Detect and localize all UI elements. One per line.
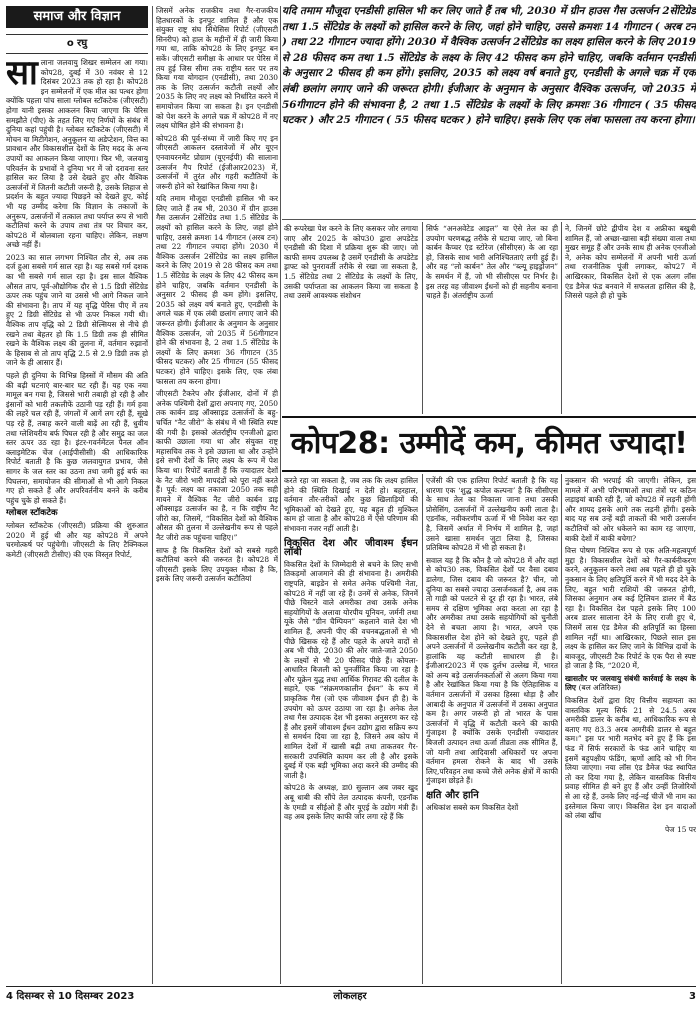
pull-quote bbox=[282, 4, 696, 216]
paragraph: नुकसान की भरपाई की जाएगी। लेकिन, इस मामले में अभी परिभाषाओं तथा तंत्रों पर कठिन लड़ाइयां बाकी रही हैं, जो कोप28 में लड़नी होंगी और शायद इसके आगे तक लड़नी होंगी। इसके बाद यह सब उन्हें बड़ी ताकतों की भारी उत्सर्जन कटौतियों को ओर धकेलने का काम रह जाएगा, बाकी देशों में बाकी बचेगा? bbox=[565, 476, 696, 543]
column-divider bbox=[422, 474, 423, 984]
lead-paragraph: सालाना जलवायु शिखर सम्मेलन आ गया। कोप28, दुबई में 30 नवंबर से 12 दिसंबर 2023 तक हो रहा है। कोप28 इन सम्मेलनों में एक मील का पत्थर होगा क्योंकि पहला पांच साला ग्लोबल स्टॉकटेक (जीएसटी) होगा यानी इसका आकलन किया जाएगा कि पेरिस समझौते (पीए) के तहत लिए गए निर्णयों के संबंध में दुनिया कहां पहुंची है। ग्लोबल स्टॉकटेक (जीएसटी) में मोचन या मिटीगेशन, अनुकूलन या अडेप्टेशन, वित्त का प्रावधान और विकासशील देशों के लिए मदद के अन्य उपायों का आकलन किया जाएगा। फिर भी, जलवायु परिवर्तन के प्रभावों ने दुनिया भर में जो दरावना स्तर हासिल कर लिया है उसे देखते हुए और वैश्विक उत्सर्जनों में जितनी कटौती जरूरी है, उसके लिहाज से प्रदर्शन के बहुत ज्यादा पिछड़ने को देखते हुए, कोई भी यह उम्मीद करेगा कि विज्ञान के तकाजों के अनुरूप, उत्सर्जनों में तत्काल तथा पर्याप्त रूप से भारी कटौतियां करने के उपाय तथा तंत्र पर विचार कर, कोप28 में बोलबाला रहना चाहिए। लेकिन, लक्षण अच्छे नहीं हैं। bbox=[6, 58, 148, 250]
column-4-top bbox=[426, 224, 558, 414]
paragraph: पहले ही दुनिया के विभिन्न हिस्सों में मौसम की अति की बढ़ी घटनाएं बार-बार घट रही हैं। यह एक नया मामूल बन गया है, जिससे भारी तबाही हो रही है और इंसानों को भारी तकलीफें उठानी पड़ रही हैं। गर्म हवा की लहरें चल रही हैं, जंगलों में आगें लग रही हैं, सूखे पड़ रहे हैं, तबाह करने वाली बाढ़ें आ रही हैं, धुवीय तथा ग्लेशियरीय बर्फ पिघल रही है और समुद्र का जल स्तर ऊपर उठ रहा है। इंटर-गवर्नमेंटल पैनल ऑन क्लाइमेटिक चेंज (आईपीसीसी) की आधिकारिक रिपोर्ट बताती है कि कुछ जलवायुगत प्रभाव, जैसे सागर के जल स्तर का उठना तथा जमी हुई बर्फ का पिघलना, समायोजन की सीमाओं से भी आगे निकल गए हो सकते हैं और अपरिवर्तनीय बनने के करीब पहुंच चुके हो सकते हैं। bbox=[6, 371, 148, 505]
footer-rule bbox=[6, 986, 696, 987]
paragraph: यदि तमाम मौजूदा एनडीसी हासिल भी कर लिए जाते हैं तब भी, 2030 में ग्रीन हाउस गैस उत्सर्जन 2सेंटिग्रेड तथा 1.5 सेंटिग्रेड के लक्ष्यों को हासिल करने के लिए, जहां होने चाहिए, उससे क्रमशः 14 गीगाटन (अरब टन) तथा 22 गीगाटन ज्यादा होंगे। 2030 में वैश्विक उत्सर्जन 2सेंटिग्रेड का लक्ष्य हासिल करने के लिए 2019 से 28 फीसद कम तथा 1.5 सेंटिग्रेड के लक्ष्य के लिए 42 फीसद कम होने चाहिए, जबकि वर्तमान एनडीसी के अनुसार 2 फीसद ही कम होंगे। इसलिए, 2035 को लक्ष्य वर्ष बनाते हुए, एनडीसी के अगले चक्र में एक लंबी छलांग लगाए जाने की जरूरत होगी। ईजीआर के अनुमान के अनुसार वैश्विक उत्सर्जन, जो 2035 में 56गीगाटन होने की संभावना है, 2 तथा 1.5 सेंटिग्रेड के लक्ष्यों के लिए क्रमशः 36 गीगाटन (35 फीसद घटकर) और 25 गीगाटन (55 फीसद घटकर) होने चाहिए। इसके लिए, एक लंबा फासला तय करना होगा। bbox=[156, 194, 278, 386]
paragraph: जीएसटी टैकरेप और ईजीआर, दोनों में ही अनेक पश्चिमी देशों द्वारा अपनाए गए, 2050 तक कार्बन डाइ ऑक्साइड उत्सर्जनों के बहु-चर्चित “नैट जीरो” के संबंध में भी स्थिति स्पष्ट की गयी है। इसको अंतर्राष्ट्रीय एनजीओ द्वारा काफी उछाला गया था और संयुक्त राष्ट्र महासचिव तक ने इसे उछाला था और उन्होंने इसे सभी देशों के लिए लक्ष्य के रूप में पेश किया था। रिपोर्टें बताती हैं कि ज्यादातर देशों के नैट जीरो भारी मापदंडों को पूरा नहीं करते हैं। पूर्व: लक्ष्य का तकाजा 2050 तक सही मायने में वैश्विक नैट जीरो कार्बन डाइ ऑक्साइड उत्सर्जन का है, न कि राष्ट्रीय नैट जीरो का, जिसमें, “विकसित देशों को वैश्विक औसत की तुलना में उल्लेखनीय रूप से पहले नैट जीरो तक पहुंचना चाहिए।” bbox=[156, 389, 278, 543]
headline-top-rule bbox=[282, 416, 696, 418]
column-divider bbox=[152, 6, 153, 984]
column-1 bbox=[6, 58, 148, 982]
column-5 bbox=[565, 476, 696, 982]
paragraph: विकसित देशों के जिम्मेदारी से बचने के लिए सभी तिकड़मों आजमाने की ही संभावना है। अमरीकी राष्ट्रपति, बाइडेन से समेत अनेक पश्चिमी नेता, कोप28 में नहीं जा रहे हैं। उनमें से अनेक, जिनमें पीछे चिस्टने वाले अमरीका तथा उसके अनेक सहयोगियों के अलावा योरपीय यूनियन, जर्मनी तथा यूके जैसे “ग्रीन चैम्पियन” कहलाने वाले देश भी शामिल हैं, अपनी पीए की वचनबद्धताओं से भी पीछे खिसक रहे हैं और पहले के अपने वादों से अब भी पीछे, 2030 की ओर जाते-जाते 2050 के लक्ष्यों से भी 20 फीसद पीछे हैं। कोयला-आधारित बिजली को पुनर्जीवित किया जा रहा है और यूक्रेन युद्ध तथा आर्थिक गिरावट की दलील के सहारे, एक “संक्रमणकालीन ईंधन” के रूप में प्राकृतिक गैस (जो एक जीवाश्म ईंधन ही है) के उपयोग को ऊपर उठाया जा रहा है। अनेक तेल तथा गैस उत्पादक देश भी इसका अनुसरण कर रहे हैं और इसमें जीवाश्म ईंधन उद्योग द्वारा सक्रिय रूप से समर्थन दिया जा रहा है, जिसने अब कोप में शामिल देशों में खासी बढ़ी तथा ताकतवर गैर-सरकारी उपस्थिति कायम कर ली है और इसके दुबई में एक बड़ी भूमिका अदा करने की उम्मीद की जाती है। bbox=[284, 559, 418, 780]
paragraph: ग्लोबल स्टॉकटेक (जीएसटी) प्रक्रिया की शुरुआत 2020 में हुई थी और यह कोप28 में अपने चरमोत्कर्ष पर पहुंचेगी। जीएसटी के लिए टैक्निकल कमेटी (जीएसटी टीसीए) की एक विस्तृत रिपोर्ट, bbox=[6, 520, 148, 559]
column-divider bbox=[280, 6, 281, 984]
subhead-global-stocktake: ग्लोबल स्टॉकटेक bbox=[6, 508, 58, 519]
section-header: समाज और विज्ञान bbox=[6, 6, 148, 28]
paragraph: साफ है कि विकसित देशों को सबसे गहरी कटौतियां करने की जरूरत है। कोप28 में जीएसटी इसके लिए उपयुक्त मौका है कि, इसके लिए जरूरी उत्सर्जन कटौतियां bbox=[156, 545, 278, 584]
paragraph: एजेंसी की एक हालिया रिपोर्ट बताती है कि यह धारणा एक ‘शुद्ध कपोल कल्पना’ है कि सीसीएस के साथ तेल का निकाला जाना तथा उसकी प्रोसेसिंग, उत्सर्जनों में उल्लेखनीय कमी लाता है। एडनॉक, नवीकरणीय ऊर्जा में भी निवेश कर रहा है, जिसमें अर्थात में निर्भय में शामिल है, जहां उसने खासा समर्थन जुटा लिया है, जिसका प्रतिबिम्ब कोप28 में भी हो सकता है। bbox=[426, 476, 558, 553]
subhead-loss-and-damage: क्षति और हानि bbox=[426, 790, 479, 801]
column-divider bbox=[561, 222, 562, 414]
author-byline: ο रघु bbox=[6, 34, 148, 54]
paragraph: कोप28 के अध्यक्ष, डा0 सुल्तान अब जबर खुद अबू धाबी की सौंपे तेल उत्पादक कंपनी, एडनॉक के एमडी व सीईओ हैं और यूएई के उद्योग मंत्री हैं। वह अब इसके लिए काफी जोर लगा रहे हैं कि bbox=[284, 783, 418, 822]
paragraph: ने, जिनमें छोटे द्वीपीय देश व अफ्रीका बखुबी शामिल हैं, जो अच्छा-खासा बड़ी संख्या वाला तथा मुखर समूह हैं और उनके साथ ही अनेक एनजीओ ने, अनेक कोप सम्मेलनों में अपनी भारी ऊर्जा तथा राजनीतिक पूंजी लगाकर, कोप27 में आखिरकार, विकसित देशों से एक अलग लॉस एंड डैमेज फंड बनवाने में सफलता हासिल की है, जिससे पहले ही हो चुके bbox=[565, 224, 696, 301]
column-5-top bbox=[565, 224, 696, 414]
column-3-top bbox=[284, 224, 418, 414]
paragraph: अधिकांश सबसे कम विकसित देशों bbox=[426, 802, 519, 812]
headline: कोप28: उम्मीदें कम, कीमत ज्यादा! bbox=[290, 426, 688, 461]
paragraph: जिसमें अनेक राजकीय तथा गैर-राजकीय हितधारकों के इनपुट शामिल हैं और एक संयुक्त राष्ट्र संघ सिंथेसिस रिपोर्ट (जीएसटी सिनरीप) को हाल के महीनों में ही जारी किया गया था, ताकि कोप28 के लिए इनपुट बन सकें। जीएसटी समीक्षा के आधार पर पेरिस में तय हुई जिस सीमा तक राष्ट्रीय स्तर पर तय किया गया योगदान (एनडीसी), तथा 2030 तक के लिए उत्सर्जन कटौती लक्ष्यों और 2035 के लिए नए लक्ष्य को निर्धारित करने में समायोजन किया जा सकता है। इन एनडीसी को पेश करने के अगले चक्र में कोप28 में नए लक्ष्य घोषित होने की संभावना है। bbox=[156, 6, 278, 131]
paragraph: करते रहा जा सकता है, जब तक कि लक्ष्य हासिल होने की स्थिति दिखाई न देती हो। बहरहाल, वर्तमान तौर-तरीकों और कुछ खिलाड़ियों की भूमिकाओं को देखते हुए, यह बहुत ही मुश्किल काम हो जाता है और कोप28 में ऐसे परिणाम की संभावना नजर नहीं आती है। bbox=[284, 476, 418, 533]
footer-page-number: 3 bbox=[689, 991, 696, 1002]
continued-on-page: पेज 15 पर bbox=[664, 824, 696, 834]
subhead-developed-countries: विकसित देश और जीवाश्म ईंधन लॉबी bbox=[284, 537, 418, 559]
column-4 bbox=[426, 476, 558, 982]
column-3 bbox=[284, 476, 418, 982]
paragraph: सिर्फ “अनअवेटेड आइल” या ऐसे तेल का ही उपयोग चरणबद्ध तरीके से घटाया जाए, जो बिना कार्बन कैप्चर एंड स्टोरेज (सीसीएस) के आ रहा हो, जिसके साथ भारी अनिश्चितताएं लगी हुई हैं। और वह “लो कार्बन” तेल और “ब्ल्यू हाइड्रोजन” के समर्थन में हैं, जो भी सीसीएस पर निर्भर है। इस तरह वह जीवाश्म ईंधनों को ही सहनीय बनाना चाहते हैं। अंतर्राष्ट्रीय ऊर्जा bbox=[426, 224, 558, 301]
paragraph: सवाल यह है कि कौन है जो कोप28 में और वहां से कोप30 तक, विकसित देशों पर वैसा दबाव डालेगा, जिस दबाव की जरूरत है? चीन, जो दुनिया का सबसे ज्यादा उत्सर्जनकर्ता है, अब तक तो गाड़ी को पलटने से दूर ही रहा है। भारत, लंबे समय से दक्षिण भूमिका अदा करता आ रहा है और अमरीका तथा उसके सहयोगियों को चुनौती देने से बचता आया है। भारत, अपने एक विकासशील देश होने को देखते हुए, पहले ही अपने उत्सर्जनों में उल्लेखनीय कटौती कर रहा है, हालांकि यह कटौती साधारण ही है। ईजीआर2023 में एक दुर्लभ उल्लेख में, भारत को अन्य बड़े उत्सर्जनकर्ताओं से अलग किया गया है और रेखांकित किया गया है कि ऐतिहासिक व वर्तमान उत्सर्जनों में उसका हिस्सा थोड़ा है और आबादी के अनुपात में उत्सर्जनों में उसका अनुपात कम है। अगर जरूरी हो तो भारत के पास उत्सर्जनों में वृद्धि में कटौती करने की काफी गुंजाइश है क्योंकि उसके एनडीसी ज्यादातर बिजली उत्पादन तथा ऊर्जा तीव्रता तक सीमित हैं, जो यानी तथा आदिवासी अधिकारों पर अपना वर्तमान हमला रोकने के बाद भी उसके लिए,परिवहन तथा कच्चे जैसे अनेक क्षेत्रों में काफी गुंजाइश छोड़ते हैं। bbox=[426, 555, 558, 786]
pull-quote-divider bbox=[282, 219, 696, 220]
paragraph: वित्त पोषण निश्चित रूप से एक अति-महत्वपूर्ण मुद्दा है। विकासशील देशों को गैर-कार्बनीकरण करने, अनुकूलन करने तथा अब पहले ही हो चुके नुकसान के लिए क्षतिपूर्ति करने में भी मदद देने के लिए, बहुत भारी राशियों की जरूरत होगी, जिसका अनुमान अब कई ट्रिलियन डालर में बैठ रहा है। विकसित देश पहले इसके लिए 100 अरब डालर सालाना देने के लिए राजी हुए थे, जिसमें लास एंड डैमेज की क्षतिपूर्ति का हिस्सा शामिल नहीं था। आखिरकार, पिछले साल इस लक्ष्य के हासिल कर लिए जाने के विभिन्न दावों के बावजूद, जीएसटी टैक रिपोर्ट के एक पैरा से स्पष्ट हो जाता है कि, “2020 में, bbox=[565, 546, 696, 671]
footer-publication: लोकलहर bbox=[333, 991, 367, 1002]
paragraph: विकसित देशों द्वारा दिए वित्तीय सहायता का वास्तविक मूल्य सिर्फ 21 से 24.5 अरब अमरीकी डालर के करीब था, आधिकारिक रूप से बताए गए 83.3 अरब अमरीकी डालर से बहुत कम।” इस पर भारी मतभेद बने हुए हैं कि इस फंड में सिर्फ सरकारों के फंड आने चाहिए या इसमें बहुपक्षीय फंडिंग, ऋणों आदि को भी गिन लिया जाएगा। नया लॉस एंड डैमेज फंड स्थापित तो कर दिया गया है, लेकिन वास्तविक वित्तीय प्रवाह सीमित ही बने हुए हैं और उन्हीं तिजोरियों से आ रहे हैं, उनके लिए नई-नई चीजें भी नाम का इस्तेमाल किया जाए। विकसित देश इन वादाओं को लंबा खींच bbox=[565, 696, 696, 821]
footer-date: 4 दिसम्बर से 10 दिसम्बर 2023 bbox=[6, 991, 135, 1002]
column-divider bbox=[422, 222, 423, 414]
column-divider bbox=[561, 474, 562, 984]
dropcap: सा bbox=[6, 58, 38, 93]
column-2 bbox=[156, 6, 278, 982]
headline-bottom-rule bbox=[282, 470, 696, 472]
paragraph: 2023 का साल लगभग निश्चित तौर से, अब तक दर्ज हुआ सबसे गर्म साल रहा है। यह सबसे गर्म दशक का भी सबसे गर्म साल रहा है। इस साल वैश्विक औसत ताप, पूर्व-औद्योगिक दौर से 1.5 डिग्री सेंटिग्रेड ऊपर तक पहुंच जाने या उससे भी आगे निकल जाने की संभावना है। ताप में यह वृद्धि पेरिस पीए में तय हुए 2 डिग्री सेंटिग्रेड से भी ऊपर निकल गयी थी। वैश्विक ताप वृद्धि को 2 डिग्री सेल्सियस से नीचे ही रखने तथा बेहतर हो कि 1.5 डिग्री तक ही सीमित रखने के वैश्विक लक्ष्य की तुलना में, वर्तमान रुझानों के हिसाब से तो ताप वृद्धि 2.5 से 2.9 डिग्री तक हो जाने के ही आसार हैं। bbox=[6, 252, 148, 368]
paragraph: कोप28 की पूर्व-संध्या में जारी किए गए इन जीएसटी आकलन दस्तावेजों में और यूएन एनवायरनमेंट प्रोग्राम (यूएनईपी) की सालाना उत्सर्जन गैप रिपोर्ट (ईजीआर2023) में, उत्सर्जनों में तुरंत और गहरी कटौतियों के जरूरी होने को रेखांकित किया गया है। bbox=[156, 133, 278, 191]
pull-quote-text: यदि तमाम मौजूदा एनडीसी हासिल भी कर लिए जाते हैं तब भी, 2030 में ग्रीन हाउस गैस उत्सर्जन 2सेंटिग्रेड तथा 1.5 सेंटिग्रेड के लक्ष्यों को हासिल करने के लिए, जहां होने चाहिए, उससे क्रमशः 14 गीगाटन ( अरब टन ) तथा 22 गीगाटन ज्यादा होंगे। 2030 में वैश्विक उत्सर्जन 2सेंटिग्रेड का लक्ष्य हासिल करने के लिए 2019 से 28 फीसद कम तथा 1.5 सेंटिग्रेड के लक्ष्य के लिए 42 फीसद कम होने चाहिए, जबकि वर्तमान एनडीसी के अनुसार 2 फीसद ही कम होंगे। इसलिए, 2035 को लक्ष्य वर्ष बनाते हुए, एनडीसी के अगले चक्र में एक लंबी छलांग लगाए जाने की जरूरत होगी। ईजीआर के अनुमान के अनुसार वैश्विक उत्सर्जन, जो 2035 में 56गीगाटन होने की संभावना है, 2 तथा 1.5 सेंटिग्रेड के लक्ष्यों के लिए क्रमशः 36 गीगाटन ( 35 फीसद घटकर ) और 25 गीगाटन ( 55 फीसद घटकर ) होने चाहिए। इसके लिए एक लंबा फासला तय करना होगा। bbox=[282, 5, 696, 127]
emphasis-paragraph: खासतौर पर जलवायु संबंधी कार्रवाई के लक्ष्य के लिए (बल अतिरिक्त) bbox=[565, 673, 696, 693]
paragraph: की रूपरेखा पेश करने के लिए कसकर जोर लगाया जाए और 2025 के कोप30 द्वारा अपडेटेड एनडीसी की दिशा में प्रक्रिया शुरू की जाए। जो काफी समय उपलब्ध है उसमें एनडीसी के अपडेटेड ड्राफ्ट को पुनरावर्ती तरीके से रखा जा सकता है, 1.5 सेंटिग्रेड तथा 2 सेंटिग्रेड के लक्ष्यों के लिए, उसकी पर्याप्तता का आकलन किया जा सकता है तथा उसमें आवश्यक संशोधन bbox=[284, 224, 418, 301]
